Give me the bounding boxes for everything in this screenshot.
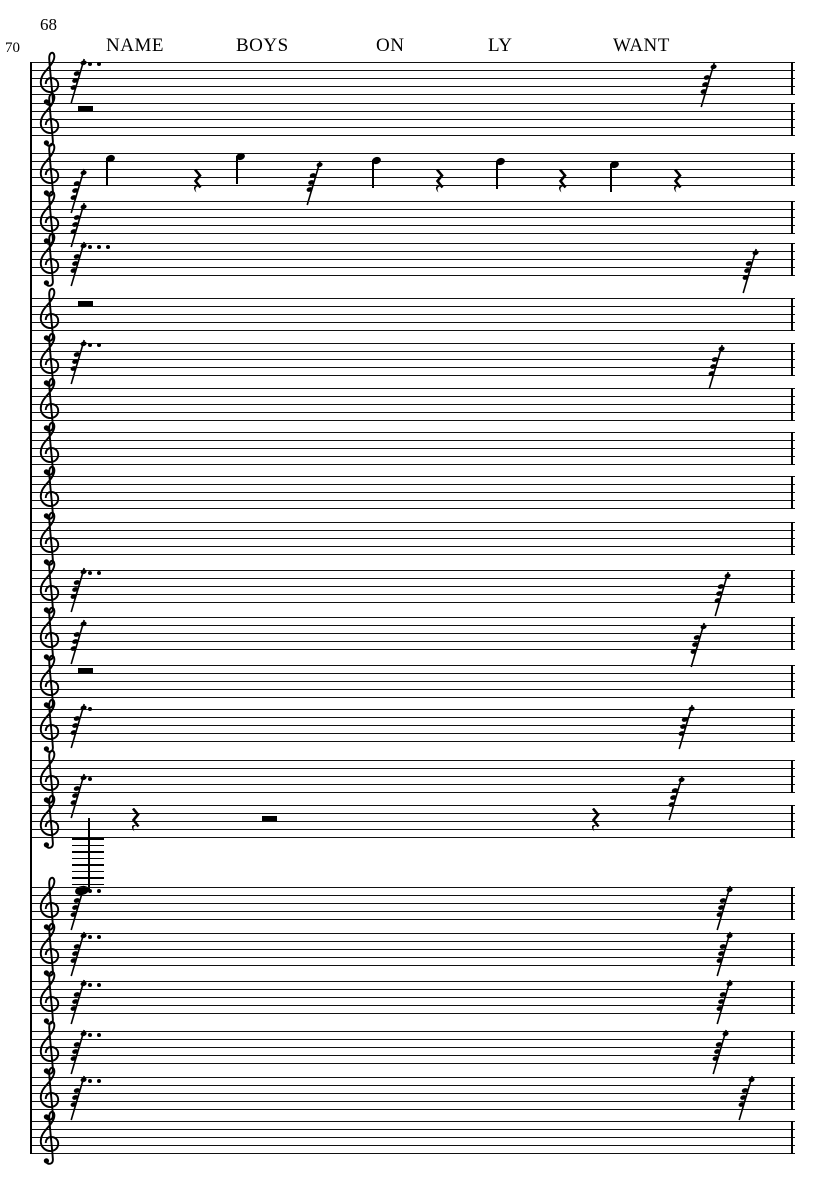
staff-line: [30, 1055, 795, 1056]
quarter-note-icon: [236, 153, 246, 187]
chord-cluster: [710, 1029, 758, 1075]
tremolo-slash-icon: [68, 241, 88, 287]
staff-line: [30, 243, 795, 244]
quarter-rest: [130, 808, 141, 834]
lyric-word: WANT: [613, 35, 670, 56]
staff-line: [30, 440, 795, 441]
ledger-line: [72, 851, 104, 853]
augmentation-dot: [106, 245, 110, 249]
augmentation-dot: [97, 983, 101, 987]
tremolo-slash-icon: [714, 931, 734, 977]
staff-line: [30, 322, 795, 323]
staff-end-barline: [791, 887, 793, 920]
staff-line: [30, 432, 795, 433]
staff-line: [30, 821, 795, 822]
staff-end-barline: [791, 665, 793, 698]
staff-line: [30, 225, 795, 226]
staff-line: [30, 546, 795, 547]
lyric-word: ON: [376, 35, 405, 56]
chord-cluster: [68, 619, 116, 665]
staff-line: [30, 375, 795, 376]
staff-line: [30, 957, 795, 958]
ledger-line: [72, 838, 104, 840]
staff-line: [30, 330, 795, 331]
treble-clef-icon: [36, 229, 63, 289]
staff-line: [30, 681, 795, 682]
chord-cluster: [68, 339, 116, 385]
staff-line: [30, 209, 795, 210]
chord-cluster: [698, 62, 746, 108]
treble-clef-icon: [36, 791, 63, 851]
measure-number: 70: [5, 40, 20, 56]
staff-line: [30, 404, 795, 405]
staff-line: [30, 251, 795, 252]
staff: [30, 1121, 795, 1154]
staff-line: [30, 306, 795, 307]
chord-cluster: [304, 160, 352, 206]
staff-end-barline: [791, 522, 793, 555]
half-rest-icon: [78, 301, 93, 306]
augmentation-dot: [97, 62, 101, 66]
quarter-note-icon: [372, 157, 382, 191]
low-note-stem: [88, 818, 90, 890]
chord-cluster: [68, 1029, 116, 1075]
staff-line: [30, 233, 795, 234]
half-rest-icon: [262, 816, 277, 821]
staff-line: [30, 1093, 795, 1094]
staff-line: [30, 813, 795, 814]
staff: [30, 1031, 795, 1064]
staff-line: [30, 594, 795, 595]
augmentation-dot: [88, 343, 92, 347]
staff-line: [30, 1085, 795, 1086]
chord-cluster: [688, 622, 736, 668]
staff-line: [30, 388, 795, 389]
staff-end-barline: [791, 1121, 793, 1154]
staff-line: [30, 941, 795, 942]
staff-line: [30, 351, 795, 352]
chord-cluster: [714, 885, 762, 931]
staff: [30, 298, 795, 331]
tremolo-slash-icon: [68, 619, 88, 665]
half-rest-icon: [78, 106, 93, 111]
quarter-rest-icon: [434, 169, 445, 195]
chord-cluster: [68, 885, 116, 931]
staff-line: [30, 578, 795, 579]
augmentation-dot: [88, 983, 92, 987]
staff-line: [30, 829, 795, 830]
staff-end-barline: [791, 201, 793, 234]
tremolo-slash-icon: [68, 58, 88, 104]
staff-line: [30, 697, 795, 698]
staff-line: [30, 78, 795, 79]
quarter-rest-icon: [590, 808, 601, 834]
staff-end-barline: [791, 153, 793, 186]
staff-line: [30, 649, 795, 650]
augmentation-dot: [88, 889, 92, 893]
tremolo-slash-icon: [714, 979, 734, 1025]
staff-line: [30, 805, 795, 806]
staff-line: [30, 1013, 795, 1014]
staff-line: [30, 997, 795, 998]
staff-line: [30, 484, 795, 485]
staff: [30, 617, 795, 650]
staff: [30, 665, 795, 698]
quarter-rest: [557, 169, 568, 195]
staff-line: [30, 1129, 795, 1130]
lyric-word: NAME: [106, 35, 164, 56]
quarter-note-icon: [610, 161, 620, 195]
staff: [30, 933, 795, 966]
chord-cluster: [68, 567, 116, 613]
staff: [30, 805, 795, 838]
staff-end-barline: [791, 298, 793, 331]
augmentation-dot: [88, 571, 92, 575]
staff-line: [30, 1063, 795, 1064]
augmentation-dot: [97, 889, 101, 893]
staff-line: [30, 343, 795, 344]
staff-line: [30, 522, 795, 523]
augmentation-dot: [97, 571, 101, 575]
staff: [30, 62, 795, 95]
tremolo-slash-icon: [736, 1075, 756, 1121]
quarter-rest: [434, 169, 445, 195]
staff-line: [30, 62, 795, 63]
staff-line: [30, 412, 795, 413]
staff-end-barline: [791, 103, 793, 136]
chord-cluster: [68, 241, 116, 287]
staff-line: [30, 161, 795, 162]
staff-line: [30, 538, 795, 539]
augmentation-dot: [88, 707, 92, 711]
staff-line: [30, 111, 795, 112]
staff-end-barline: [791, 933, 793, 966]
staff-end-barline: [791, 709, 793, 742]
staff-line: [30, 1005, 795, 1006]
staff: [30, 476, 795, 509]
staff-line: [30, 530, 795, 531]
staff-line: [30, 633, 795, 634]
staff-line: [30, 895, 795, 896]
augmentation-dot: [97, 1033, 101, 1037]
augmentation-dot: [88, 1079, 92, 1083]
staff: [30, 570, 795, 603]
staff-end-barline: [791, 243, 793, 276]
tremolo-slash-icon: [68, 1029, 88, 1075]
staff-line: [30, 201, 795, 202]
staff-line: [30, 689, 795, 690]
tremolo-slash-icon: [68, 567, 88, 613]
staff-line: [30, 665, 795, 666]
staff-line: [30, 500, 795, 501]
staff-line: [30, 911, 795, 912]
staff-line: [30, 267, 795, 268]
staff-line: [30, 949, 795, 950]
staff-line: [30, 70, 795, 71]
staff: [30, 388, 795, 421]
tremolo-slash-icon: [688, 622, 708, 668]
staff-end-barline: [791, 570, 793, 603]
staff-line: [30, 1031, 795, 1032]
staff-line: [30, 119, 795, 120]
tremolo-slash-icon: [706, 344, 726, 390]
chord-cluster: [706, 344, 754, 390]
staff-line: [30, 602, 795, 603]
staff: [30, 887, 795, 920]
staff-line: [30, 965, 795, 966]
quarter-note-icon: [106, 155, 116, 189]
chord-cluster: [740, 248, 788, 294]
augmentation-dot: [88, 1033, 92, 1037]
treble-clef-icon: [36, 1107, 63, 1167]
staff-line: [30, 1137, 795, 1138]
augmentation-dot: [88, 62, 92, 66]
chord-cluster: [68, 703, 116, 749]
tremolo-slash-icon: [68, 931, 88, 977]
chord-cluster: [712, 571, 760, 617]
staff-end-barline: [791, 432, 793, 465]
augmentation-dot: [97, 343, 101, 347]
staff-line: [30, 1109, 795, 1110]
staff: [30, 1077, 795, 1110]
note-stem: [236, 156, 238, 184]
augmentation-dot: [97, 1079, 101, 1083]
chord-cluster: [676, 704, 724, 750]
staff-line: [30, 367, 795, 368]
staff: [30, 153, 795, 186]
staff-line: [30, 492, 795, 493]
staff-line: [30, 625, 795, 626]
chord-cluster: [736, 1075, 784, 1121]
staff-line: [30, 1101, 795, 1102]
tremolo-slash-icon: [740, 248, 760, 294]
staff-line: [30, 919, 795, 920]
staff-line: [30, 103, 795, 104]
staff-end-barline: [791, 62, 793, 95]
quarter-note-icon: [496, 158, 506, 192]
staff-line: [30, 1145, 795, 1146]
chord-cluster: [714, 979, 762, 1025]
staff-line: [30, 903, 795, 904]
augmentation-dot: [97, 245, 101, 249]
staff-line: [30, 456, 795, 457]
staff-line: [30, 673, 795, 674]
staff-end-barline: [791, 981, 793, 1014]
staff-end-barline: [791, 617, 793, 650]
staff-line: [30, 508, 795, 509]
note-stem: [610, 164, 612, 192]
staff-line: [30, 298, 795, 299]
ledger-line: [72, 864, 104, 866]
quarter-rest-icon: [130, 808, 141, 834]
staff: [30, 103, 795, 136]
chord-cluster: [68, 58, 116, 104]
tremolo-slash-icon: [68, 1075, 88, 1121]
augmentation-dot: [97, 935, 101, 939]
staff-line: [30, 1153, 795, 1154]
staff-line: [30, 448, 795, 449]
quarter-rest: [192, 169, 203, 195]
staff-line: [30, 1047, 795, 1048]
staff-line: [30, 570, 795, 571]
ledger-line: [72, 877, 104, 879]
augmentation-dot: [88, 777, 92, 781]
staff-line: [30, 396, 795, 397]
page-number: 68: [40, 15, 57, 34]
tremolo-slash-icon: [68, 703, 88, 749]
tremolo-slash-icon: [68, 885, 88, 931]
quarter-rest-icon: [557, 169, 568, 195]
ledger-line: [72, 858, 104, 860]
staff-end-barline: [791, 1077, 793, 1110]
staff: [30, 243, 795, 276]
staff-end-barline: [791, 476, 793, 509]
tremolo-slash-icon: [676, 704, 696, 750]
system-barline: [30, 62, 32, 1154]
quarter-rest: [672, 169, 683, 195]
chord-cluster: [68, 979, 116, 1025]
tremolo-slash-icon: [304, 160, 324, 206]
staff-line: [30, 981, 795, 982]
half-rest-icon: [78, 668, 93, 673]
staff-line: [30, 989, 795, 990]
staff-end-barline: [791, 343, 793, 376]
staff-line: [30, 586, 795, 587]
staff-line: [30, 217, 795, 218]
staff-line: [30, 420, 795, 421]
chord-cluster: [68, 931, 116, 977]
staff-end-barline: [791, 805, 793, 838]
tremolo-slash-icon: [714, 885, 734, 931]
staff: [30, 522, 795, 555]
staff-line: [30, 464, 795, 465]
staff-line: [30, 135, 795, 136]
staff: [30, 760, 795, 793]
staff-line: [30, 359, 795, 360]
staff-line: [30, 259, 795, 260]
staff: [30, 201, 795, 234]
staff-line: [30, 153, 795, 154]
staff-line: [30, 1077, 795, 1078]
staff-line: [30, 86, 795, 87]
note-stem: [496, 161, 498, 189]
staff-line: [30, 760, 795, 761]
ledger-line: [72, 871, 104, 873]
staff: [30, 343, 795, 376]
augmentation-dot: [88, 935, 92, 939]
tremolo-slash-icon: [712, 571, 732, 617]
chord-cluster: [68, 1075, 116, 1121]
lyric-word: LY: [488, 35, 513, 56]
tremolo-slash-icon: [68, 339, 88, 385]
quarter-rest-icon: [192, 169, 203, 195]
tremolo-slash-icon: [698, 62, 718, 108]
staff: [30, 709, 795, 742]
tremolo-slash-icon: [710, 1029, 730, 1075]
staff-end-barline: [791, 760, 793, 793]
staff-line: [30, 1039, 795, 1040]
staff-line: [30, 768, 795, 769]
note-stem: [106, 158, 108, 186]
staff-line: [30, 933, 795, 934]
staff: [30, 432, 795, 465]
staff-end-barline: [791, 1031, 793, 1064]
staff-line: [30, 314, 795, 315]
staff-line: [30, 94, 795, 95]
staff-line: [30, 1121, 795, 1122]
quarter-rest: [590, 808, 601, 834]
staff-line: [30, 554, 795, 555]
augmentation-dot: [88, 245, 92, 249]
ledger-line: [72, 845, 104, 847]
staff-line: [30, 887, 795, 888]
lyric-word: BOYS: [236, 35, 289, 56]
note-stem: [372, 160, 374, 188]
staff-line: [30, 127, 795, 128]
staff-line: [30, 476, 795, 477]
tremolo-slash-icon: [68, 979, 88, 1025]
chord-cluster: [714, 931, 762, 977]
quarter-rest-icon: [672, 169, 683, 195]
staff-line: [30, 837, 795, 838]
staff: [30, 981, 795, 1014]
staff-line: [30, 641, 795, 642]
staff-line: [30, 275, 795, 276]
staff-line: [30, 617, 795, 618]
staff-end-barline: [791, 388, 793, 421]
